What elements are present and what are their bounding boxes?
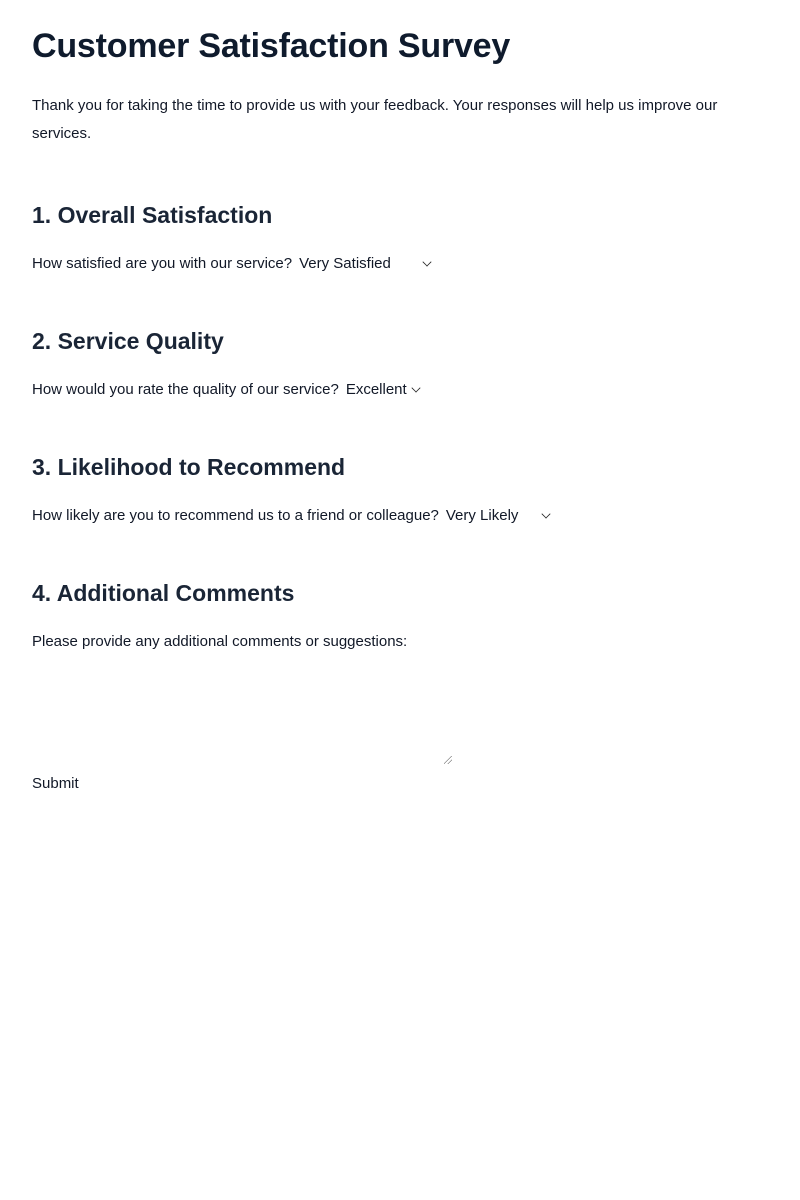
resize-handle-icon[interactable]	[444, 756, 452, 764]
question-row	[32, 254, 768, 274]
question-row	[32, 506, 768, 526]
section-service-quality	[32, 326, 768, 400]
question-label: How satisfied are you with our service?	[32, 255, 293, 272]
comments-wrapper	[32, 658, 452, 764]
page-title: Customer Satisfaction Survey	[32, 27, 511, 65]
intro-text: Thank you for taking the time to provide us with your feedback. Your responses will help us improve our services.	[32, 97, 718, 142]
question-label: How would you rate the quality of our service?	[32, 381, 339, 398]
chevron-down-icon	[541, 509, 550, 518]
satisfaction-select[interactable]	[299, 254, 431, 274]
select-value: Very Likely	[445, 507, 519, 524]
select-value: Very Satisfied	[299, 255, 391, 272]
question-label: How likely are you to recommend us to a friend or colleague?	[32, 507, 439, 524]
submit-button[interactable]: Submit	[32, 775, 79, 792]
select-value: Excellent	[345, 381, 407, 398]
section-likelihood-to-recommend	[32, 452, 768, 526]
chevron-down-icon	[423, 257, 432, 266]
quality-select[interactable]	[346, 380, 420, 400]
section-overall-satisfaction	[32, 200, 768, 274]
section-additional-comments	[32, 578, 768, 764]
section-heading: 1. Overall Satisfaction	[32, 202, 273, 228]
comments-textarea[interactable]	[32, 658, 450, 756]
section-heading: 4. Additional Comments	[32, 580, 295, 606]
section-heading: 3. Likelihood to Recommend	[32, 454, 346, 480]
section-heading: 2. Service Quality	[32, 328, 224, 354]
survey-form	[32, 200, 768, 794]
chevron-down-icon	[411, 383, 420, 392]
recommend-select[interactable]	[446, 506, 550, 526]
comments-label: Please provide any additional comments or suggestions:	[32, 633, 408, 650]
question-row	[32, 380, 768, 400]
